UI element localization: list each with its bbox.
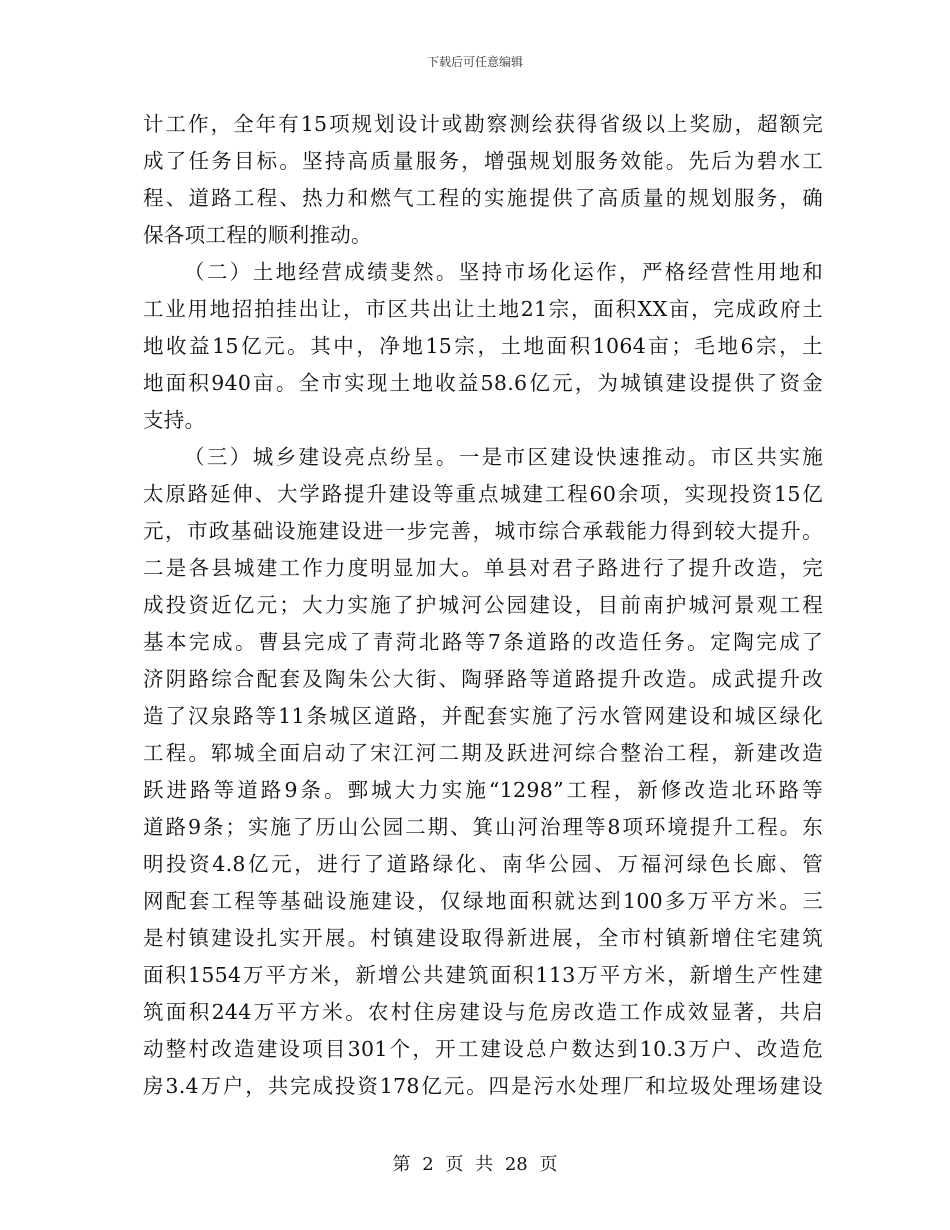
body-line: 动整村改造建设项目301个，开工建设总户数达到10.3万户、改造危 [143, 1037, 823, 1061]
page-header: 下载后可任意编辑 [426, 55, 523, 69]
page-footer: 第 2 页 共 28 页 [392, 1154, 558, 1175]
body-line: 筑面积244万平方米。农村住房建设与危房改造工作成效显著，共启 [143, 1000, 823, 1024]
body-line: （三）城乡建设亮点纷呈。一是市区建设快速推动。市区共实施 [184, 445, 823, 469]
body-line: 地面积940亩。全市实现土地收益58.6亿元，为城镇建设提供了资金 [143, 371, 823, 395]
body-line: 网配套工程等基础设施建设，仅绿地面积就达到100多万平方米。三 [143, 889, 823, 913]
body-line: 是村镇建设扎实开展。村镇建设取得新进展，全市村镇新增住宅建筑 [143, 926, 823, 950]
body-line: 明投资4.8亿元，进行了道路绿化、南华公园、万福河绿色长廊、管 [143, 852, 823, 876]
body-line: 工业用地招拍挂出让，市区共出让土地21宗，面积XX亩，完成政府土 [143, 297, 823, 321]
body-line: 工程。郓城全面启动了宋江河二期及跃进河综合整治工程，新建改造 [143, 741, 823, 765]
body-line: 太原路延伸、大学路提升建设等重点城建工程60余项，实现投资15亿 [143, 482, 823, 506]
document-body [143, 106, 823, 1105]
body-line: 道路9条；实施了历山公园二期、箕山河治理等8项环境提升工程。东 [143, 815, 823, 839]
body-line: 计工作，全年有15项规划设计或勘察测绘获得省级以上奖励，超额完 [143, 112, 823, 136]
body-line: 房3.4万户，共完成投资178亿元。四是污水处理厂和垃圾处理场建设 [143, 1074, 823, 1098]
body-line: 程、道路工程、热力和燃气工程的实施提供了高质量的规划服务，确 [143, 186, 823, 210]
body-line: 造了汉泉路等11条城区道路，并配套实施了污水管网建设和城区绿化 [143, 704, 823, 728]
body-line: 成投资近亿元；大力实施了护城河公园建设，目前南护城河景观工程 [143, 593, 823, 617]
body-line: 跃进路等道路9条。鄄城大力实施“1298”工程，新修改造北环路等 [143, 778, 823, 802]
body-line: 元，市政基础设施建设进一步完善，城市综合承载能力得到较大提升。 [143, 519, 823, 543]
body-line: （二）土地经营成绩斐然。坚持市场化运作，严格经营性用地和 [184, 260, 823, 284]
body-line: 面积1554万平方米，新增公共建筑面积113万平方米，新增生产性建 [143, 963, 823, 987]
body-line: 二是各县城建工作力度明显加大。单县对君子路进行了提升改造，完 [143, 556, 823, 580]
body-line: 成了任务目标。坚持高质量服务，增强规划服务效能。先后为碧水工 [143, 149, 823, 173]
body-line: 保各项工程的顺利推动。 [143, 223, 372, 247]
body-line: 基本完成。曹县完成了青菏北路等7条道路的改造任务。定陶完成了 [143, 630, 823, 654]
body-line: 地收益15亿元。其中，净地15宗，土地面积1064亩；毛地6宗，土 [143, 334, 823, 358]
body-line: 支持。 [143, 408, 206, 432]
body-line: 济阴路综合配套及陶朱公大街、陶驿路等道路提升改造。成武提升改 [143, 667, 823, 691]
